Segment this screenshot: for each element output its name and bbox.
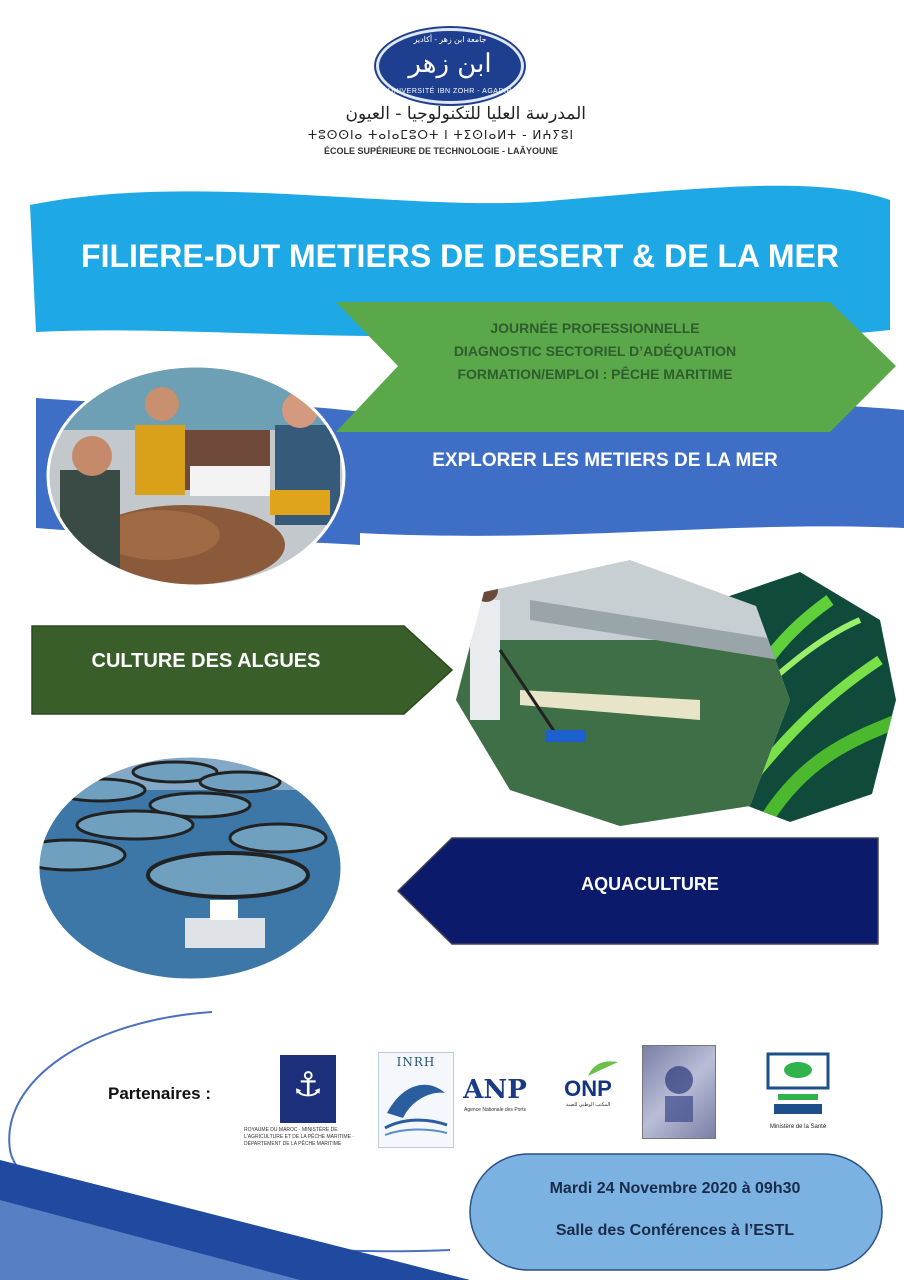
seal-ring-text: جامعة ابن زهر - أكادير [413, 35, 487, 44]
school-name-french: ÉCOLE SUPÉRIEURE DE TECHNOLOGIE - LAÂYOUNE [323, 146, 559, 156]
school-name-arabic: المدرسة العليا للتكنولوجيا - العيون [345, 104, 586, 124]
explore-heading: EXPLORER LES METIERS DE LA MER [432, 450, 778, 471]
event-description [380, 317, 810, 386]
anchor-icon: ⚓ [292, 1066, 324, 1104]
health-ministry-logo [760, 1050, 836, 1140]
event-venue: Salle des Conférences à l’ESTL [555, 1222, 795, 1239]
wave-icon [383, 1073, 449, 1143]
dpm-caption: ROYAUME DU MAROC · MINISTÈRE DE L'AGRICULTURE ET DE LA PÊCHE MARITIME · DÉPARTEMENT DE LA PÊCHE MARITIME [244, 1127, 354, 1147]
onp-logo [556, 1060, 620, 1120]
event-date: Mardi 24 Novembre 2020 à 09h30 [549, 1180, 801, 1197]
fish-cages-photo [15, 750, 360, 990]
dpm-logo [244, 1055, 359, 1150]
partners-label: Partenaires : [108, 1084, 211, 1103]
inrh-text: INRH [396, 1055, 436, 1069]
onp-caption: المكتب الوطني للصيد [565, 1102, 611, 1108]
anp-logo [462, 1075, 528, 1125]
onp-text: ONP [564, 1076, 612, 1101]
event-line-1: JOURNÉE PROFESSIONNELLE [490, 320, 700, 336]
anp-caption: Agence Nationale des Ports [464, 1107, 526, 1113]
university-seal [376, 28, 524, 104]
health-icon [760, 1050, 836, 1122]
event-line-2: DIAGNOSTIC SECTORIEL D’ADÉQUATION [453, 343, 737, 359]
fishermen-photo [40, 360, 360, 600]
seal-mark: ابن زهر [408, 49, 492, 79]
royal-emblem-logo [642, 1045, 716, 1139]
event-line-3: FORMATION/EMPLOI : PÊCHE MARITIME [457, 366, 733, 382]
emblem-icon [643, 1046, 715, 1138]
info-pill-bg [470, 1154, 882, 1270]
page-title: FILIERE-DUT METIERS DE DESERT & DE LA MER [81, 238, 839, 274]
anp-text: ANP [463, 1075, 527, 1105]
aquaculture-heading: AQUACULTURE [581, 874, 719, 894]
inrh-logo [378, 1052, 454, 1148]
school-name-tifinagh: ⵜⵓⵙⵙⵏⴰ ⵜⴰⵏⴰⵎⵓⵔⵜ ⵏ ⵜⵉⵙⵏⴰⵍⵜ - ⵍⵄⵢⵓⵏ [307, 128, 575, 142]
health-caption: Ministère de la Santé [769, 1124, 827, 1130]
algues-heading: CULTURE DES ALGUES [91, 650, 321, 672]
seal-latin-text: UNIVERSITÉ IBN ZOHR - AGADIR [387, 88, 513, 95]
